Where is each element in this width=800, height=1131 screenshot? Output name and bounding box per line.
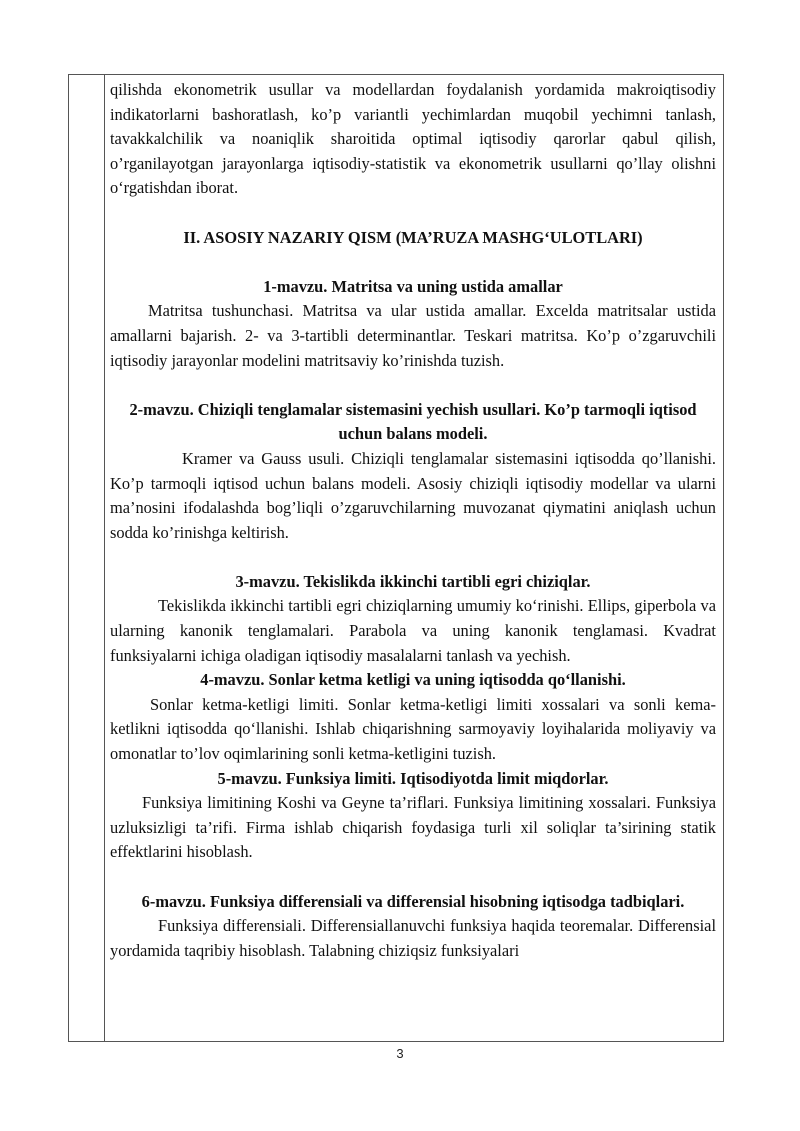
topic-6-body: Funksiya differensiali. Differensiallanuvchi funksiya haqida teoremalar. Differensial yordamida taqribiy hisoblash. Talabning chiziqsiz funksiyalari xyxy=(110,916,716,960)
page-number: 3 xyxy=(396,1046,404,1061)
intro-paragraph: qilishda ekonometrik usullar va modellardan foydalanish yordamida makroiqtisodiy indikatorlarni bashoratlash, ko’p variantli yechimlardan muqobil yechimni tanlash, tavakkalchilik va noaniqlik sharoitida optimal iqtisodiy qarorlar qabul qilish, o’rganilayotgan jarayonlarga iqtisodiy-statistik va ekonometrik usullarni qo’llay olishni o‘rgatishdan iborat. xyxy=(110,80,716,198)
topic-5-body: Funksiya limitining Koshi va Geyne ta’riflari. Funksiya limitining xossalari. Funksiya uzluksizligi ta’rifi. Firma ishlab chiqarish foydasiga turli xil soliqlar ta’sirining statik effektlarini hisoblash. xyxy=(110,793,716,862)
topic-4-body: Sonlar ketma-ketligi limiti. Sonlar ketma-ketligi limiti xossalari va sonli kema- ketlikni iqtisodda qo‘llanishi. Ishlab chiqarishning sarmoyaviy loyihalarida moliyaviy va omonatlar to’lov oqimlarining sonli ketma-ketligini tuzish. xyxy=(110,694,716,764)
section-title: II. ASOSIY NAZARIY QISM (MA’RUZA MASHG‘ULOTLARI) xyxy=(183,227,643,247)
topic-5-title: 5-mavzu. Funksiya limiti. Iqtisodiyotda limit miqdorlar. xyxy=(217,768,609,788)
topic-2-title: 2-mavzu. Chiziqli tenglamalar sistemasini yechish usullari. Ko’p tarmoqli iqtisod uchun balans modeli. xyxy=(129,399,697,444)
topic-1-title: 1-mavzu. Matritsa va uning ustida amallar xyxy=(263,276,563,296)
topic-4-title: 4-mavzu. Sonlar ketma ketligi va uning iqtisodda qo‘llanishi. xyxy=(200,670,626,690)
topic-3-title: 3-mavzu. Tekislikda ikkinchi tartibli egri chiziqlar. xyxy=(235,571,591,591)
topic-3-body: Tekislikda ikkinchi tartibli egri chiziqlarning umumiy ko‘rinishi. Ellips, giperbola va ularning kanonik tenglamalari. Parabola va uning kanonik tenglamasi. Kvadrat funksiyalarni ichiga oladigan iqtisodiy masalalarni tanlash va yechish. xyxy=(110,596,716,665)
topic-6-title: 6-mavzu. Funksiya differensiali va differensial hisobning iqtisodga tadbiqlari. xyxy=(141,891,685,911)
topic-2-body: Kramer va Gauss usuli. Chiziqli tenglamalar sistemasini iqtisodda qo’llanishi. Ko’p tarmoqli iqtisod uchun balans modeli. Asosiy chiziqli iqtisodiy modellar va ularni ma’nosini ifodalashda bog’liqli o’zgaruvchilarning muvozanat qiymatini aniqlash uchun sodda ko’rinishga keltirish. xyxy=(110,448,716,542)
document-body xyxy=(110,78,716,963)
topic-1-body: Matritsa tushunchasi. Matritsa va ular ustida amallar. Excelda matritsalar ustida amallarni bajarish. 2- va 3-tartibli determinantlar. Teskari matritsa. Ko’p o’zgaruvchili iqtisodiy jarayonlar modelini matritsaviy ko’rinishda tuzish. xyxy=(110,301,716,370)
table-left-column-divider xyxy=(104,74,105,1042)
